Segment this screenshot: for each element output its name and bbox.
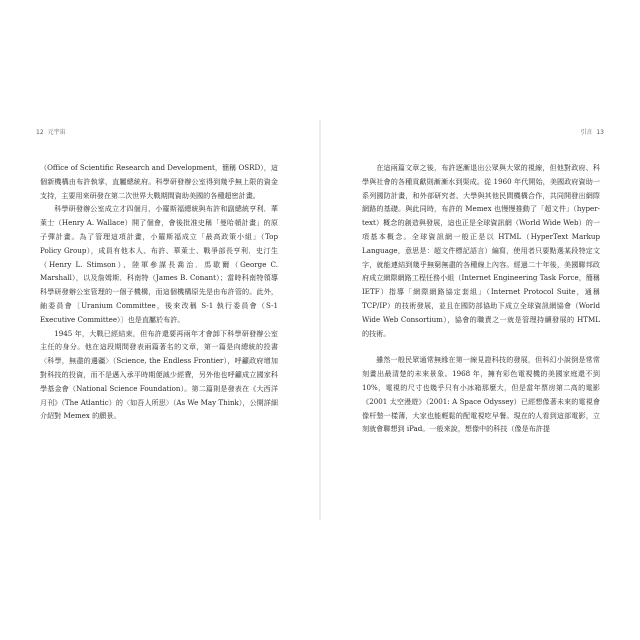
right-paragraph-2: 雖然一般民眾通常無緣在第一線見證科技的發展，但科幻小說倒是常常刻畫出最清楚的未來景象。1968 年，擁有彩色電視機的美國家庭還不到 10%，電視的尺寸也幾乎只有小冰箱那麼大，但是當年票房第二高的電影《2001 太空漫遊》（2001: A Space Odyssey）已經想像著未來的電視會像杆墊一樣薄，大家也能輕鬆的配電視吃早餐。現在的人看到這部電影，立刻就會聯想到 iPad。一般來說，想像中的科技（像是布許提 <box>362 355 600 434</box>
left-paragraph-2: 科學研發辦公室成立才四個月，小羅斯福總統與布許和副總統亨利．華萊士（Henry A. Wallace）開了個會，會後批准史稱「曼哈頓計畫」的原子彈計畫。為了管理這項計畫，小羅斯福成立「最高政策小組」（Top Policy Group），成員有他本人、布許、華萊士、戰爭部長亨利．史汀生（Henry L. Stimson）、陸軍參謀長喬治．馬歇爾（George C. Marshall），以及詹姆斯．科南特（James B. Conant）；當時科南特領導科學研發辦公室管理的一個子機構，而這個機構原先是由布許管的。此外，鈾委員會〔Uranium Committee，後來改稱 S-1 執行委員會（S-1 Executive Committee）〕也是直屬於布許。 <box>40 204 278 324</box>
left-page-number: 12 <box>36 129 44 136</box>
left-paragraph-3: 1945 年，大戰已經結束，但布許還要再兩年才會卸下科學研發辦公室主任的身分。他在這段期間發表兩篇著名的文章，第一篇是向總統的投書〈科學，無盡的邊疆〉（Science, the Endless Frontier），呼籲政府增加對科技的投資，而不是邁入承平時期便減少經費，另外他也呼籲成立國家科學基金會（National Science Foundation）。第二篇則是發表在《大西洋月刊》（The Atlantic）的〈如吾人所思〉（As We May Think），公開詳細介紹對 Memex 的願景。 <box>40 328 278 421</box>
left-paragraph-1: （Office of Scientific Research and Development，簡稱 OSRD），這個新機構由布許執掌，直屬總統府。科學研發辦公室得到幾乎無上限的資金支持，主要用來研發在第二次世界大戰期間資助美國的各種超密計畫。 <box>40 163 278 200</box>
left-body-text <box>40 161 278 423</box>
right-page-header <box>580 127 604 136</box>
right-page-number: 13 <box>596 129 604 136</box>
left-running-head: 元宇宙 <box>47 129 66 136</box>
right-page <box>320 0 640 640</box>
right-running-head: 引言 <box>580 129 593 136</box>
left-page-header <box>36 127 66 136</box>
right-body-text <box>362 161 600 436</box>
right-paragraph-1: 在這兩篇文章之後，布許逐漸退出公眾與大眾的視線，但他對政府、科學與社會的各種貢獻則漸漸水到渠成。從 1960 年代開始，美國政府資助一系列國防計畫，和外部研究者、大學與其他民間機構合作，共同開發出網際網路的基礎。與此同時，布許的 Memex 也慢慢推動了「超文件」（hyper-text）概念的創造與發展，這也正是全球資訊網（World Wide Web）的一項基本概念。全球資訊網一般正是以 HTML（HyperText Markup Language，意思是：超文件標記語言）編寫，使用者只要點選某段特定文字，就能連結到幾乎無窮無盡的各種線上內容。經過二十年後，美國聯邦政府成立網際網路工程任務小組（Internet Engineering Task Force，簡稱 IETF）指導「網際網路協定套組」（Internet Protocol Suite，通稱 TCP/IP）的技術發展，並且在國防部協助下成立全球資訊網協會（World Wide Web Consortium），協會的職責之一就是管理持續發展的 HTML 的技術。 <box>362 163 600 338</box>
